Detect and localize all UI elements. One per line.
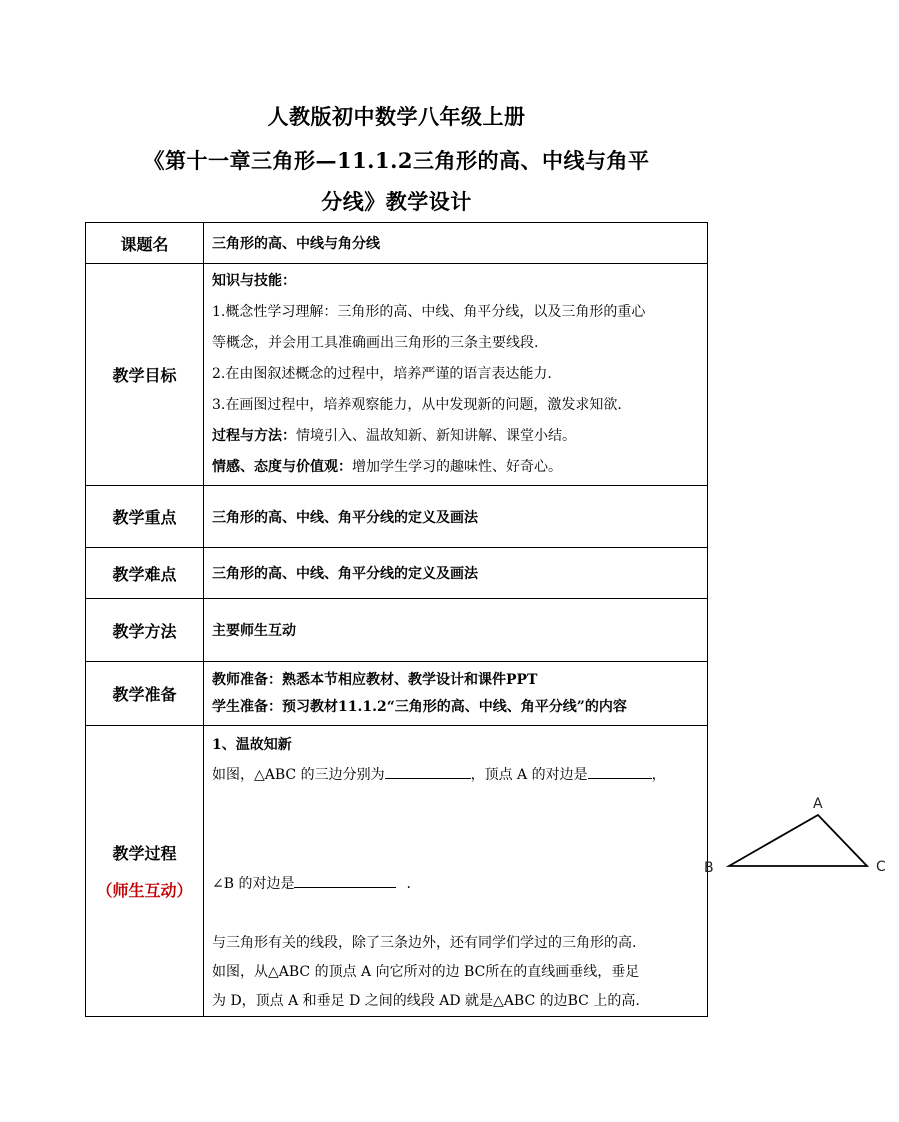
- process-label-cell: [86, 726, 204, 1017]
- row-key-points: [86, 486, 708, 548]
- preparation-content: [204, 662, 708, 726]
- vertex-c-label: C: [876, 859, 886, 875]
- row-label: 课题名: [86, 223, 204, 264]
- process-label: 过程与方法：: [212, 428, 296, 444]
- knowledge-heading: 知识与技能：: [212, 273, 296, 289]
- doc-title-line-1: 人教版初中数学八年级上册: [267, 104, 526, 129]
- row-goals: [86, 264, 708, 486]
- q2-end: .: [406, 876, 411, 892]
- row-label: 教学目标: [86, 264, 204, 486]
- paragraph-line: 为 D，顶点 A 和垂足 D 之间的线段 AD 就是△ABC 的边BC 上的高.: [212, 993, 640, 1009]
- row-label: 教学难点: [86, 548, 204, 599]
- emotion-line: [212, 452, 701, 483]
- row-label: 教学重点: [86, 486, 204, 548]
- triangle-diagram: [699, 790, 899, 880]
- answer-blank[interactable]: [294, 873, 396, 888]
- triangle-edges: [729, 815, 867, 866]
- row-method: [86, 599, 708, 662]
- goals-content: [204, 264, 708, 486]
- student-prep: 学生准备：预习教材11.1.2“三角形的高、中线、角平分线”的内容: [212, 698, 627, 715]
- lesson-plan-table: [85, 222, 886, 1017]
- process-method-line: [212, 421, 701, 452]
- q1-end: ，: [651, 767, 666, 783]
- process-value: 情境引入、温故知新、新知讲解、课堂小结。: [296, 428, 576, 444]
- q1-mid: ，顶点 A 的对边是: [470, 767, 588, 783]
- paragraph-line: 与三角形有关的线段，除了三条边外，还有同学们学过的三角形的高.: [212, 935, 637, 951]
- paragraph-line: 如图，从△ABC 的顶点 A 向它所对的边 BC所在的直线画垂线，垂足: [212, 964, 640, 980]
- topic-value: 三角形的高、中线与角分线: [204, 223, 708, 264]
- difficulties-value: 三角形的高、中线、角平分线的定义及画法: [204, 548, 708, 599]
- doc-title-line-3: 分线》教学设计: [321, 189, 472, 214]
- process-sublabel: （师生互动）: [96, 881, 193, 900]
- process-content: [204, 726, 886, 1017]
- q2-prefix: ∠B 的对边是: [212, 876, 295, 892]
- vertex-a-label: A: [813, 796, 823, 812]
- row-label: 教学过程: [112, 844, 177, 863]
- row-preparation: [86, 662, 708, 726]
- goal-line: 2.在由图叙述概念的过程中，培养严谨的语言表达能力.: [212, 366, 552, 382]
- goal-line: 1.概念性学习理解：三角形的高、中线、角平分线，以及三角形的重心: [212, 304, 646, 320]
- process-heading: 1、温故知新: [212, 737, 292, 753]
- doc-title-line-2: 《第十一章三角形—11.1.2三角形的高、中线与角平: [143, 148, 650, 173]
- question-2: [212, 873, 411, 893]
- row-process: [86, 726, 708, 1017]
- vertex-b-label: B: [704, 860, 714, 876]
- goal-line: 3.在画图过程中，培养观察能力，从中发现新的问题，激发求知欲.: [212, 397, 622, 413]
- row-label: 教学方法: [86, 599, 204, 662]
- answer-blank[interactable]: [588, 764, 652, 779]
- row-label: 教学准备: [86, 662, 204, 726]
- emotion-label: 情感、态度与价值观：: [212, 459, 352, 475]
- key-points-value: 三角形的高、中线、角平分线的定义及画法: [204, 486, 708, 548]
- question-1: [212, 764, 818, 784]
- q1-prefix: 如图，△ABC 的三边分别为: [212, 767, 385, 783]
- goal-line: 等概念，并会用工具准确画出三角形的三条主要线段.: [212, 335, 539, 351]
- emotion-value: 增加学生学习的趣味性、好奇心。: [352, 459, 562, 475]
- teacher-prep: 教师准备：熟悉本节相应教材、教学设计和课件PPT: [212, 671, 538, 688]
- answer-blank[interactable]: [385, 764, 471, 779]
- method-value: 主要师生互动: [204, 599, 708, 662]
- row-topic: [86, 223, 708, 264]
- row-difficulties: [86, 548, 708, 599]
